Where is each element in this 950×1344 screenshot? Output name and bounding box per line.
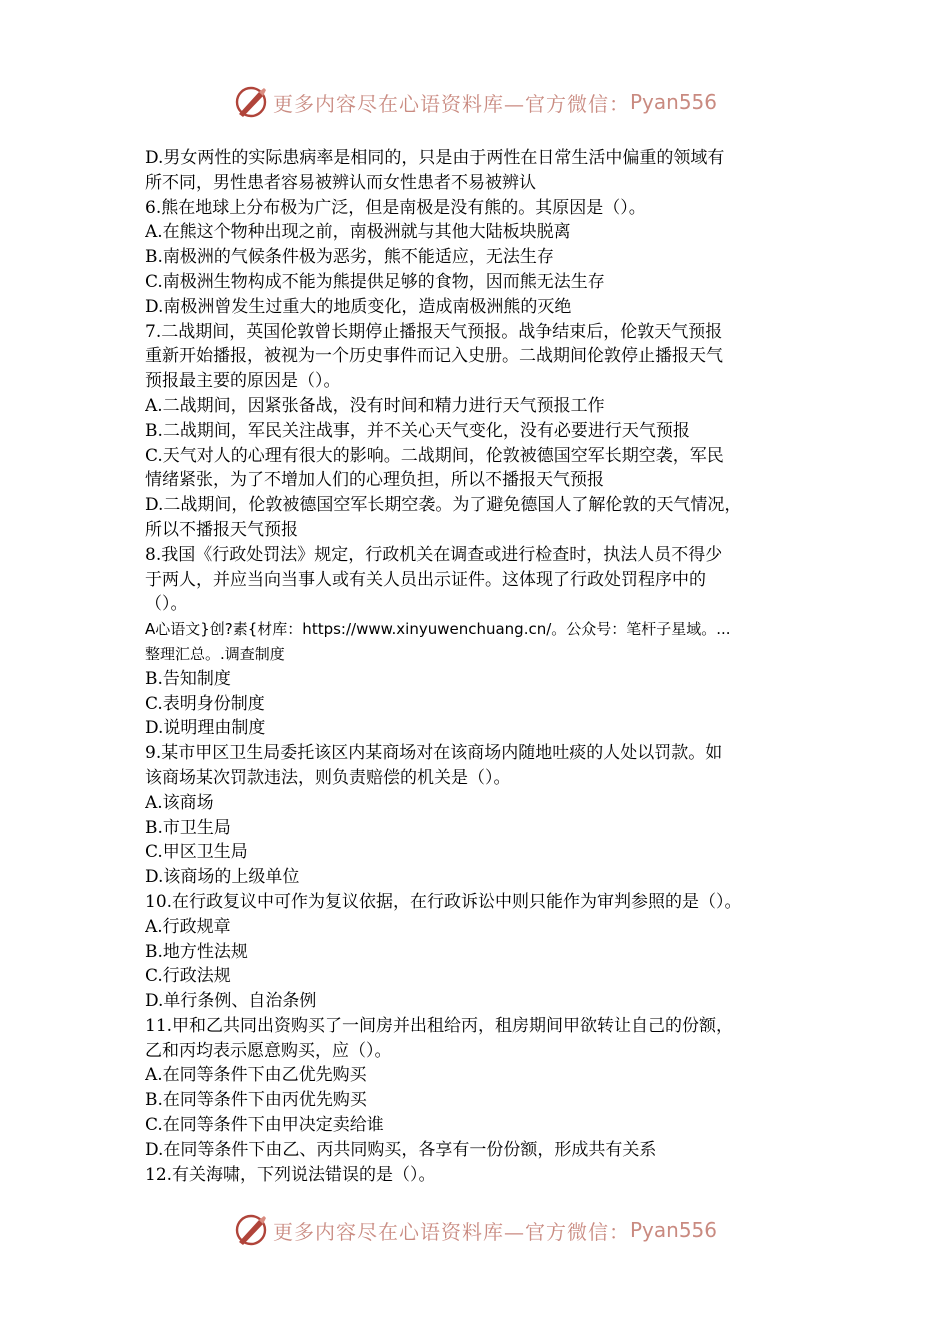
option-line: D.南极洲曾发生过重大的地质变化，造成南极洲熊的灭绝 bbox=[145, 296, 572, 317]
option-line: C.南极洲生物构成不能为熊提供足够的食物，因而熊无法生存 bbox=[145, 271, 605, 292]
option-line: A.行政规章 bbox=[145, 916, 231, 937]
question-line: 预报最主要的原因是（）。 bbox=[145, 371, 341, 392]
pen-logo-icon bbox=[233, 84, 269, 120]
footer-banner bbox=[0, 1210, 950, 1250]
question-line: 9.某市甲区卫生局委托该区内某商场对在该商场内随地吐痰的人处以罚款。如 bbox=[145, 743, 723, 764]
option-line: D.该商场的上级单位 bbox=[145, 867, 300, 888]
option-line: 情绪紧张，为了不增加人们的心理负担，所以不播报天气预报 bbox=[145, 470, 604, 491]
option-line: A.在同等条件下由乙优先购买 bbox=[145, 1065, 367, 1086]
source-note-line: A心语文}创?素{材库：https://www.xinyuwenchuang.cn/。公众号：笔杆子星域。... bbox=[145, 620, 731, 639]
option-line: B.在同等条件下由丙优先购买 bbox=[145, 1090, 367, 1111]
question-line: 8.我国《行政处罚法》规定，行政机关在调查或进行检查时，执法人员不得少 bbox=[145, 544, 723, 565]
source-note-line: 整理汇总。.调查制度 bbox=[145, 644, 285, 663]
option-line: B.市卫生局 bbox=[145, 817, 231, 838]
wechat-id: Pyan556 bbox=[629, 90, 717, 114]
option-line: A.在熊这个物种出现之前，南极洲就与其他大陆板块脱离 bbox=[145, 222, 571, 243]
option-line: D.二战期间，伦敦被德国空军长期空袭。为了避免德国人了解伦敦的天气情况， bbox=[145, 495, 742, 516]
option-line: C.行政法规 bbox=[145, 966, 231, 987]
text-line: 所不同，男性患者容易被辨认而女性患者不易被辨认 bbox=[145, 172, 536, 193]
banner-text: 更多内容尽在心语资料库—官方微信： bbox=[272, 1219, 630, 1244]
header-banner bbox=[0, 82, 950, 122]
question-line: （）。 bbox=[145, 594, 188, 615]
option-line: D.单行条例、自治条例 bbox=[145, 991, 317, 1012]
banner-text: 更多内容尽在心语资料库—官方微信： bbox=[272, 91, 630, 116]
question-line: 该商场某次罚款违法，则负责赔偿的机关是（）。 bbox=[145, 767, 511, 788]
option-line: B.告知制度 bbox=[145, 668, 231, 689]
option-line: B.南极洲的气候条件极为恶劣，熊不能适应，无法生存 bbox=[145, 247, 554, 268]
option-line: B.二战期间，军民关注战事，并不关心天气变化，没有必要进行天气预报 bbox=[145, 420, 690, 441]
option-line: A.该商场 bbox=[145, 792, 214, 813]
question-line: 乙和丙均表示愿意购买，应（）。 bbox=[145, 1040, 392, 1061]
question-line: 7.二战期间，英国伦敦曾长期停止播报天气预报。战争结束后，伦敦天气预报 bbox=[145, 321, 723, 342]
question-line: 11.甲和乙共同出资购买了一间房并出租给丙，租房期间甲欲转让自己的份额， bbox=[145, 1015, 734, 1036]
option-line: C.天气对人的心理有很大的影响。二战期间，伦敦被德国空军长期空袭，军民 bbox=[145, 445, 724, 466]
question-line: 重新开始播报，被视为一个历史事件而记入史册。二战期间伦敦停止播报天气 bbox=[145, 346, 723, 367]
question-line: 于两人，并应当向当事人或有关人员出示证件。这体现了行政处罚程序中的 bbox=[145, 569, 706, 590]
option-line: D.在同等条件下由乙、丙共同购买，各享有一份份额，形成共有关系 bbox=[145, 1139, 657, 1160]
option-line: C.在同等条件下由甲决定卖给谁 bbox=[145, 1115, 384, 1136]
option-line: D.说明理由制度 bbox=[145, 718, 266, 739]
wechat-id: Pyan556 bbox=[629, 1218, 717, 1242]
option-line: 所以不播报天气预报 bbox=[145, 519, 298, 540]
pen-logo-icon bbox=[233, 1212, 269, 1248]
question-line: 10.在行政复议中可作为复议依据，在行政诉讼中则只能作为审判参照的是（）。 bbox=[145, 891, 742, 912]
question-line: 6.熊在地球上分布极为广泛，但是南极是没有熊的。其原因是（）。 bbox=[145, 197, 646, 218]
option-line: C.表明身份制度 bbox=[145, 693, 265, 714]
option-line: C.甲区卫生局 bbox=[145, 842, 248, 863]
option-line: B.地方性法规 bbox=[145, 941, 248, 962]
question-line: 12.有关海啸，下列说法错误的是（）。 bbox=[145, 1164, 436, 1185]
option-line: A.二战期间，因紧张备战，没有时间和精力进行天气预报工作 bbox=[145, 395, 605, 416]
text-line: D.男女两性的实际患病率是相同的，只是由于两性在日常生活中偏重的领域有 bbox=[145, 148, 725, 168]
document-body bbox=[145, 146, 817, 1187]
